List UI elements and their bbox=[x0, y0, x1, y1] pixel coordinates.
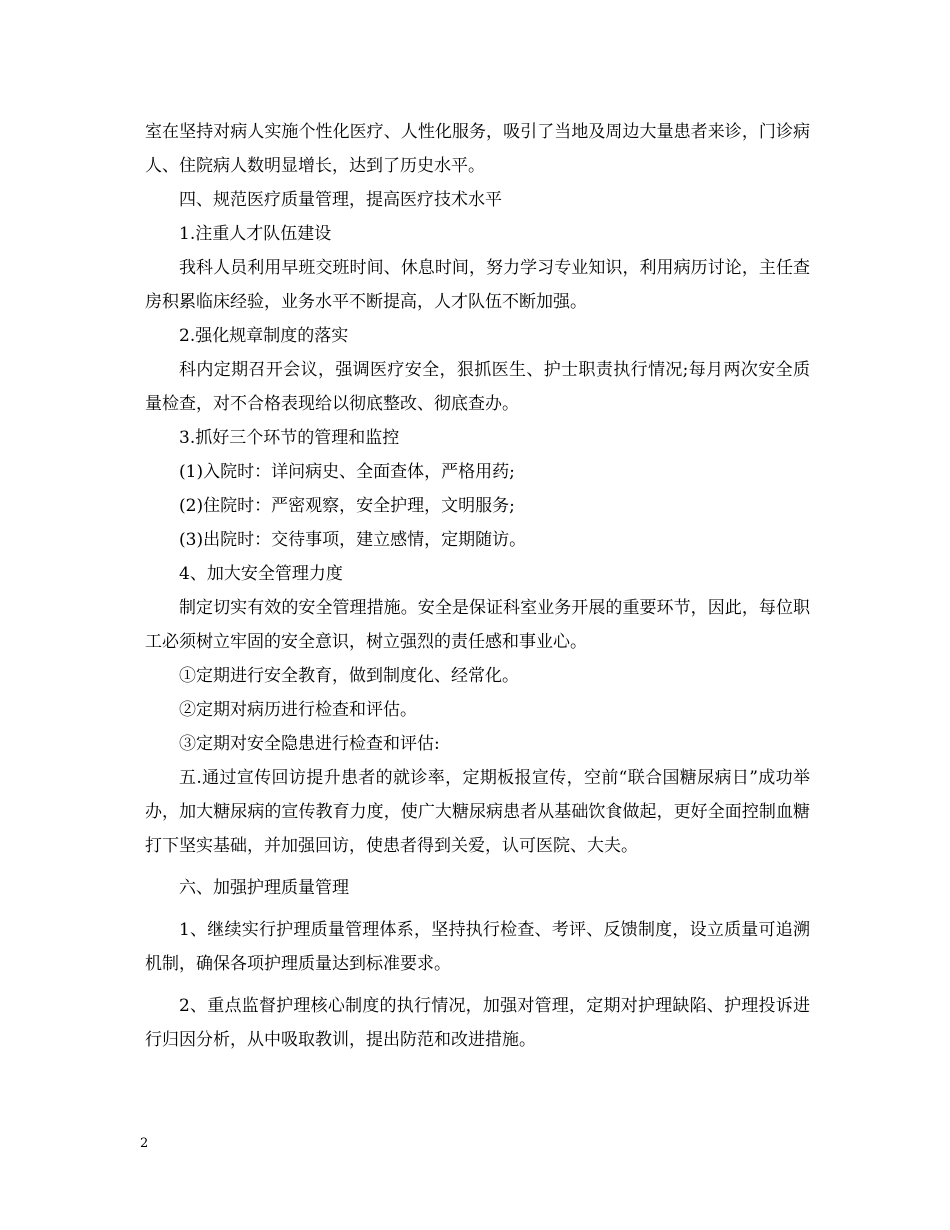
subheading: 4、加大安全管理力度 bbox=[179, 564, 343, 584]
list-item: ②定期对病历进行检查和评估。 bbox=[179, 700, 417, 720]
paragraph: 1、继续实行护理质量管理体系，坚持执行检查、考评、反馈制度，设立质量可追溯机制，确保各项护理质量达到标准要求。 bbox=[145, 920, 810, 974]
list-item: (1)入院时：详问病史、全面查体，严格用药; bbox=[179, 462, 515, 482]
section-heading: 六、加强护理质量管理 bbox=[179, 878, 349, 898]
list-item: (2)住院时：严密观察，安全护理，文明服务; bbox=[179, 496, 515, 516]
paragraph: 2、重点监督护理核心制度的执行情况，加强对管理，定期对护理缺陷、护理投诉进行归因分析，从中吸取教训，提出防范和改进措施。 bbox=[145, 996, 810, 1050]
list-item: ①定期进行安全教育，做到制度化、经常化。 bbox=[179, 666, 519, 686]
subheading: 2.强化规章制度的落实 bbox=[179, 326, 349, 346]
paragraph: 科内定期召开会议，强调医疗安全，狠抓医生、护士职责执行情况;每月两次安全质量检查，对不合格表现给以彻底整改、彻底查办。 bbox=[145, 360, 810, 414]
paragraph: 我科人员利用早班交班时间、休息时间，努力学习专业知识，利用病历讨论，主任查房积累临床经验，业务水平不断提高，人才队伍不断加强。 bbox=[145, 258, 810, 312]
paragraph: 室在坚持对病人实施个性化医疗、人性化服务，吸引了当地及周边大量患者来诊，门诊病人、住院病人数明显增长，达到了历史水平。 bbox=[145, 122, 810, 176]
subheading: 3.抓好三个环节的管理和监控 bbox=[179, 428, 400, 448]
subheading: 1.注重人才队伍建设 bbox=[179, 224, 332, 244]
paragraph: 五.通过宣传回访提升患者的就诊率，定期板报宣传，空前“联合国糖尿病日”成功举办，加大糖尿病的宣传教育力度，使广大糖尿病患者从基础饮食做起，更好全面控制血糖打下坚实基础，并加强回访，使患者得到关爱，认可医院、大夫。 bbox=[145, 768, 810, 856]
page-number: 2 bbox=[140, 1136, 149, 1151]
paragraph: 制定切实有效的安全管理措施。安全是保证科室业务开展的重要环节，因此，每位职工必须树立牢固的安全意识，树立强烈的责任感和事业心。 bbox=[145, 598, 810, 652]
list-item: (3)出院时：交待事项，建立感情，定期随访。 bbox=[179, 530, 527, 550]
list-item: ③定期对安全隐患进行检查和评估: bbox=[179, 734, 440, 754]
document-body bbox=[145, 115, 810, 1057]
section-heading: 四、规范医疗质量管理，提高医疗技术水平 bbox=[179, 190, 502, 210]
